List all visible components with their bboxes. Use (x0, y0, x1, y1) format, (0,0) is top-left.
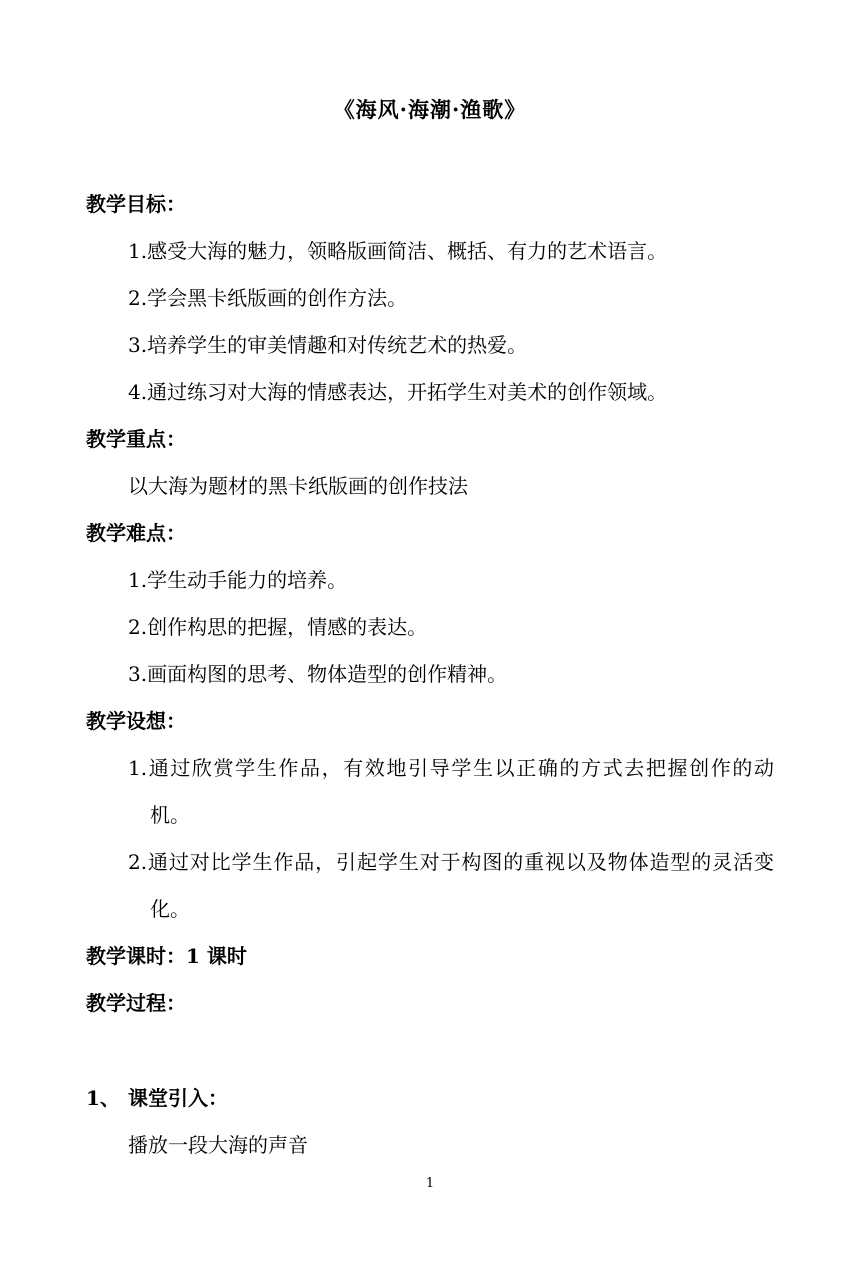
key-points-heading: 教学重点： (86, 427, 186, 451)
difficulty-item-1: 1.学生动手能力的培养。 (128, 568, 348, 592)
objective-item-1: 1.感受大海的魅力，领略版画简洁、概括、有力的艺术语言。 (128, 239, 668, 263)
assumption-item-1-line-2: 机。 (150, 803, 190, 827)
assumption-item-1-line-1: 1.通过欣赏学生作品，有效地引导学生以正确的方式去把握创作的动 (128, 756, 774, 780)
section-1-number: 1、 (86, 1086, 120, 1110)
page-number: 1 (425, 1176, 435, 1191)
assumption-item-2-line-2: 化。 (150, 897, 190, 921)
objective-item-4: 4.通过练习对大海的情感表达，开拓学生对美术的创作领域。 (128, 380, 668, 404)
difficulties-heading: 教学难点： (86, 521, 186, 545)
teaching-hours: 教学课时：1 课时 (86, 944, 247, 968)
section-1-label: 课堂引入： (128, 1086, 228, 1110)
difficulty-item-3: 3.画面构图的思考、物体造型的创作精神。 (128, 662, 508, 686)
section-1-text: 播放一段大海的声音 (128, 1133, 308, 1157)
document-title: 《海风·海潮·渔歌》 (333, 97, 527, 122)
key-points-text: 以大海为题材的黑卡纸版画的创作技法 (128, 474, 468, 498)
assumption-item-2-line-1: 2.通过对比学生作品，引起学生对于构图的重视以及物体造型的灵活变 (128, 850, 774, 874)
objective-item-2: 2.学会黑卡纸版画的创作方法。 (128, 286, 408, 310)
process-heading: 教学过程： (86, 991, 186, 1015)
objective-item-3: 3.培养学生的审美情趣和对传统艺术的热爱。 (128, 333, 528, 357)
objectives-heading: 教学目标： (86, 192, 186, 216)
difficulty-item-2: 2.创作构思的把握，情感的表达。 (128, 615, 428, 639)
assumptions-heading: 教学设想： (86, 709, 186, 733)
